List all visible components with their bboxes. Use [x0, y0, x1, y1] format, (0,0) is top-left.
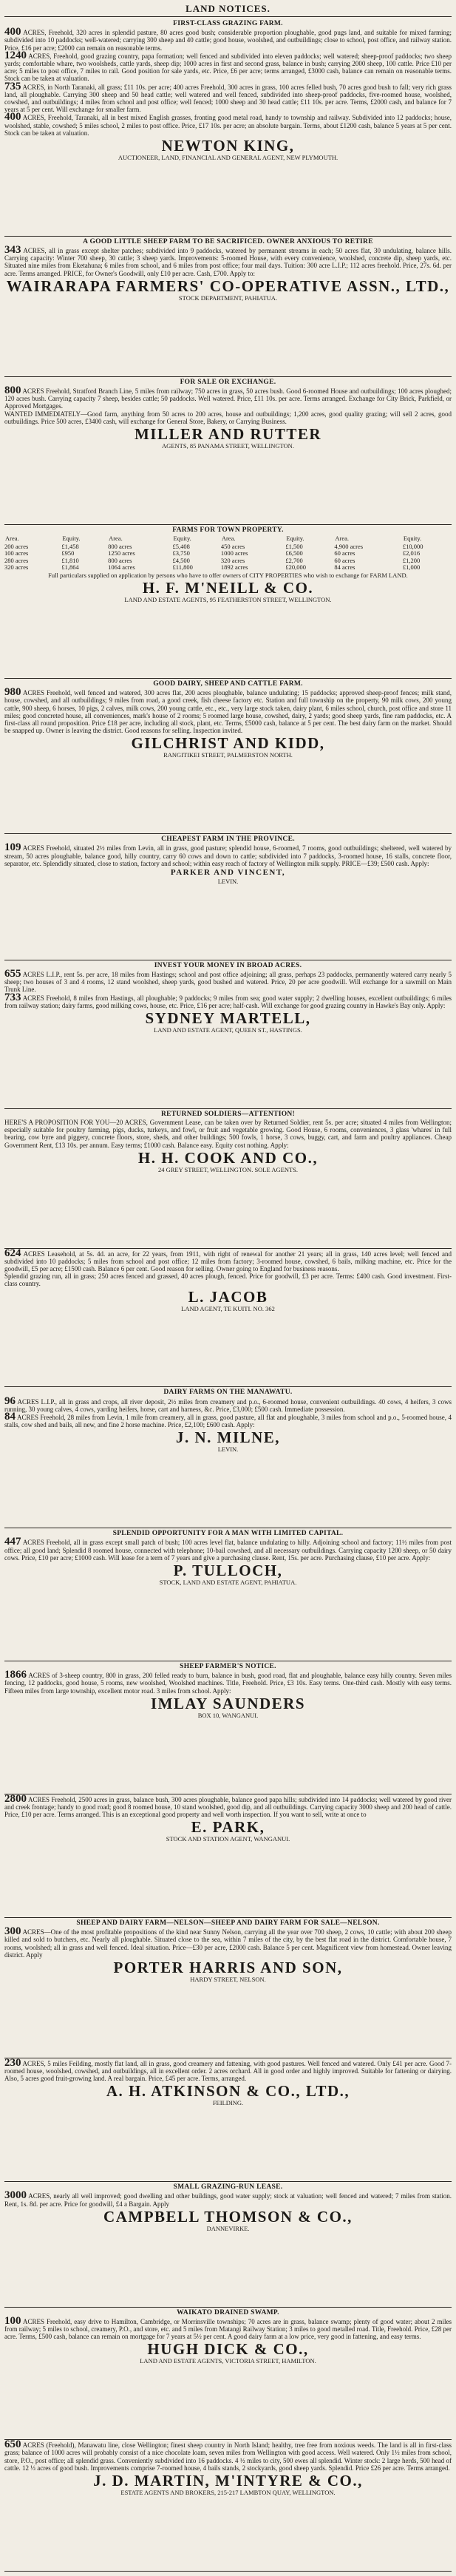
- table-cell: 1892 acres: [220, 563, 248, 572]
- table-cell: 1000 acres: [220, 549, 248, 557]
- page-title: LAND NOTICES.: [186, 3, 270, 14]
- acreage: 109: [4, 841, 21, 854]
- agent-address: AGENTS, 85 PANAMA STREET, WELLINGTON.: [162, 441, 294, 450]
- table-cell: 100 acres: [4, 549, 29, 557]
- ad-paragraph: [4, 2056, 452, 2083]
- ad-text: ACRES (Freehold), Manawatu line, close Wellington; finest sheep country in North Island; healthy, tree free from noxious weeds. The land is all in first-class grass; balance of 1000 acres will probably consist of a nice chocolate loam, seven miles from Wellington with good access. Well watered. Only 1½ miles from school, store, P.O., post office; all splendid grass. Conveniently subdivided into 16 paddocks. 4 ½ miles to city, 500 ewes all splendid. Winter stock: 2 large herds, 500 head of cattle. 12 ⅓ acres of good bush. Improvements comprise 7-roomed house, 4 bails stands, 2 stockyards, good sheep yards. Splendid. Price £26 per acre. Terms arranged.: [4, 2441, 452, 2472]
- ad-text: ACRES—One of the most profitable propositions of the kind near Sunny Nelson, carrying all the year over 700 sheep, 2 cows, 10 cattle; with about 200 sheep killed and sold to butchers, etc. Nearly all ploughable. Situated close to the sea, within 7 miles of the city, by the best flat road in the district. Comfortable house, 7 rooms, woolshed; all in grass and well fenced. Ideal situation. Price—£30 per acre, £2000 cash. Balance 5 per cent. Magnificent view from homestead. Owner leaving district. Apply: [4, 1928, 452, 1959]
- ad-paragraph: [4, 967, 452, 994]
- agent-address: LAND AND ESTATE AGENTS, 95 FEATHERSTON STREET, WELLINGTON.: [124, 596, 332, 604]
- land-ad: [4, 1918, 452, 2058]
- table-cell: £1,810: [61, 556, 79, 564]
- agent-address: LAND AND ESTATE AGENT, QUEEN ST., HASTINGS.: [154, 1026, 302, 1034]
- table-cell: £11,800: [172, 563, 193, 572]
- land-ad: [4, 18, 452, 237]
- ad-paragraph: [4, 1247, 452, 1273]
- table-cell: 1250 acres: [108, 549, 135, 557]
- agent-address: BOX 10, WANGANUI.: [197, 1711, 259, 1719]
- table-cell: 320 acres: [220, 556, 245, 564]
- ad-text: ACRES L.I.P., all in grass and crops, all river deposit, 2½ miles from creamery and p.o., 6-roomed house, convenient outbuildings. 40 cows, 4 heifers, 3 cows running, 30 young calves, 4 cows, yarding heifers, horse, cart and harness, &c. Price, £3,000; £500 cash. Immediate possession.: [4, 1397, 452, 1413]
- ad-heading: SHEEP FARMER'S NOTICE.: [180, 1662, 276, 1670]
- agent-address: 24 GREY STREET, WELLINGTON. SOLE AGENTS.: [157, 1165, 299, 1173]
- table-header-row: [4, 535, 452, 543]
- acreage: 1866: [4, 1669, 27, 1681]
- agent-name: NEWTON KING,: [161, 137, 295, 155]
- table-cell: £10,000: [402, 542, 423, 550]
- land-ad: [4, 1387, 452, 1528]
- table-cell: £1,200: [402, 556, 421, 564]
- land-ad: [4, 2182, 452, 2307]
- ad-text: ACRES Freehold, 2500 acres in grass, balance bush, 300 acres ploughable, balance good papa hills; subdivided into 14 paddocks; well watered by good river and creek frontage; handy to good road; good 8 roomed house, 10 stand woolshed, good dip, and all outbuildings. Carrying capacity 3000 sheep and 200 head of cattle. Price, £10 per acre. Terms arranged. This is an exceptional good property and well worth inspection. If you want to sell, write at once to: [4, 1795, 452, 1818]
- acreage: 343: [4, 244, 21, 257]
- ad-paragraph: [4, 2189, 452, 2208]
- table-cell: £2,700: [285, 556, 303, 564]
- table-cell: 1064 acres: [108, 563, 135, 572]
- acreage: 733: [4, 991, 21, 1003]
- agent-address: HARDY STREET, NELSON.: [190, 1975, 266, 1983]
- land-ad: [4, 834, 452, 960]
- properties-table: [4, 535, 452, 572]
- table-row: [4, 564, 452, 572]
- land-ad: [4, 1249, 452, 1388]
- table-cell: 450 acres: [220, 542, 245, 550]
- agent-name: PORTER HARRIS AND SON,: [113, 1958, 343, 1976]
- ad-heading: RETURNED SOLDIERS—ATTENTION!: [160, 1110, 296, 1118]
- table-cell: 84 acres: [334, 563, 355, 572]
- acreage: 1240: [4, 49, 27, 61]
- table-cell: £5,408: [172, 542, 190, 550]
- agent-name: IMLAY SAUNDERS: [150, 1694, 306, 1712]
- ad-paragraph: [4, 1413, 452, 1428]
- agent-address: DANNEVIRKE.: [206, 2224, 250, 2232]
- ad-text: ACRES L.I.P., rent 5s. per acre, 18 miles from Hastings; school and post office adjoining; all grass, perhaps 23 paddocks, permanently watered carry nearly 5 sheep; two houses of 3 and 4 rooms, 12 stand woolshed, sheep yards, good bushed and watered. Price, 20 per acre goodwill. Will exchange for a sawmill on Main Trunk Line.: [4, 970, 452, 994]
- ad-paragraph: [4, 688, 452, 734]
- land-ad: [4, 1661, 452, 1794]
- table-cell: 800 acres: [108, 542, 132, 550]
- ad-heading: FARMS FOR TOWN PROPERTY.: [172, 526, 284, 534]
- table-header: Area.: [221, 534, 236, 542]
- ad-paragraph: [4, 2314, 452, 2341]
- ad-heading: DAIRY FARMS ON THE MANAWATU.: [163, 1389, 293, 1397]
- ad-note: Full particulars supplied on application by persons who have to offer owners of CITY PROPERTIES who wish to exchange for FARM LAND.: [48, 571, 408, 579]
- ad-paragraph: [4, 410, 452, 425]
- acreage: 400: [4, 26, 21, 38]
- ad-paragraph: [4, 1538, 452, 1562]
- ad-text: HERE'S A PROPOSITION FOR YOU—20 ACRES, Government Lease, can be taken over by Returned Soldier, rent 5s. per acre; situated 4 miles from Wellington; especially suitable for poultry farming, pigs, ducks, turkeys, and fowl, or fruit and vegetable growing. Good House, 6 rooms, conveniences, 3 glass 'whares' in full bearing, cow byre and piggery, concrete floors, store, sheds, and other buildings; 500 fowls, 1 horse, 3 cows, buggy, cart, and farm and poultry appliances. Cheap Government Rent, £13 10s. per annum. Easy terms; £1000 cash. Balance easy. Equity cost nothing. Apply:: [4, 1119, 452, 1149]
- ad-text: ACRES Freehold, 28 miles from Levin, 1 mile from creamery, all in grass, good pasture, all flat and ploughable, 3 miles from school and p.o., 5-roomed house, 4 stalls, cow shed and bails, all new, and fine 2 horse machine. Price, £2,100; £600 cash. Apply:: [4, 1414, 452, 1429]
- ad-text: ACRES, all in grass except shelter patches; subdivided into 9 paddocks, watered by permanent streams in each; 50 acres flat, 30 undulating, balance hills. Carrying capacity: Winter 700 sheep, 30 cattle; 3 sheep yards. Improvements: 5-roomed House, with every convenience, woolshed, concrete dip, sheep yards, etc. Situated nine miles from Eketahuna; 6 miles from school, and 6 miles from post office; four mail days. Tuition: 300 acre L.I.P.; 112 acres freehold. Price, 27s. 6d. per acre. Terms arranged. PRICE, for Owner's Goodwill, only £10 per acre. Cash, £700. Apply to:: [4, 247, 452, 277]
- ad-heading: SMALL GRAZING-RUN LEASE.: [173, 2183, 283, 2192]
- ad-text: ACRES, in North Taranaki, all grass; £11 10s. per acre; 400 acres Freehold, 300 acres in grass, 100 acres felled bush, 70 acres good bush to fall; very rich grass land, all ploughable. Carrying 300 sheep and 50 head cattle; well watered and well fenced, subdivided into sheep-proof paddocks, five-roomed house, woolshed, cowshed, and outbuildings; 4 miles from school and post office; well fenced; 1000 sheep and 30 head cattle; £11 10s. per acre. Terms, £2000 cash, and balance for 7 years at 5 per cent. Will exchange for smaller farm.: [4, 83, 452, 114]
- table-cell: 200 acres: [4, 542, 29, 550]
- agent-name: PARKER AND VINCENT,: [170, 867, 286, 877]
- ad-heading: GOOD DAIRY, SHEEP AND CATTLE FARM.: [153, 679, 303, 688]
- agent-name: GILCHRIST AND KIDD,: [131, 734, 325, 753]
- acreage: 624: [4, 1247, 21, 1259]
- agent-address: LEVIN.: [217, 877, 239, 885]
- land-ad: [4, 2058, 452, 2182]
- ad-paragraph: [4, 80, 452, 114]
- ad-paragraph: [4, 2438, 452, 2472]
- land-ad: [4, 1109, 452, 1249]
- ad-heading: FIRST-CLASS GRAZING FARM.: [173, 20, 283, 27]
- table-cell: 320 acres: [4, 563, 29, 572]
- acreage: 400: [4, 111, 21, 123]
- table-cell: 800 acres: [108, 556, 132, 564]
- acreage: 650: [4, 2438, 21, 2451]
- table-cell: £20,000: [285, 563, 306, 572]
- ad-paragraph: [4, 1925, 452, 1959]
- ad-text: ACRES Freehold, well fenced and watered, 300 acres flat, 200 acres ploughable, balance undulating; 15 paddocks; approved sheep-proof fences; milk stand, house, cowshed, and all outbuildings; 9 miles from road, a good creek, fish cheese factory etc. Station and full township on the property, 90 milk cows, 200 young cattle, 900 sheep, 6 horses, 10 pigs, 2 calves, milk cows, 200 young cattle, etc., etc., very large stock taken, dairy plant, 6 miles school, church, post office and store 11 miles; good concreted house, all conveniences, mark's house of 2 rooms; 5 roomed large house, cowshed, dairy, 2 yards; good sheep yards, fine ram paddocks, etc. A first-class all round proposition. Price £18 per acre, including all stock, plant, etc. Terms, £5000 cash, balance at 5 per cent. The best dairy farm on the market. Should be snapped up. Owner is leaving the district. Good reasons for selling. Inspection invited.: [4, 689, 452, 735]
- ad-paragraph: [4, 49, 452, 83]
- ad-heading: SHEEP AND DAIRY FARM—NELSON—SHEEP AND DAIRY FARM FOR SALE—NELSON.: [76, 1919, 380, 1927]
- agent-address: STOCK DEPARTMENT, PAHIATUA.: [178, 294, 278, 302]
- ad-text: WANTED IMMEDIATELY—Good farm, anything from 50 acres to 200 acres, house and outbuildings; 1,200 acres, good quality grazing; will sell 2 acres, good outbuildings. Price 500 acres, £3400 cash, will exchange for General Store, Bakery, or Carrying Business.: [4, 410, 452, 425]
- land-ad: [4, 377, 452, 525]
- ad-heading: CHEAPEST FARM IN THE PROVINCE.: [161, 835, 295, 844]
- table-cell: 60 acres: [334, 556, 355, 564]
- agent-name: WAIRARAPA FARMERS' CO-OPERATIVE ASSN., LTD.,: [6, 277, 450, 295]
- agent-name: J. N. MILNE,: [175, 1428, 281, 1447]
- ad-heading: A GOOD LITTLE SHEEP FARM TO BE SACRIFICED. OWNER ANXIOUS TO RETIRE: [83, 237, 373, 245]
- acreage: 230: [4, 2056, 21, 2069]
- agent-name: CAMPBELL THOMSON & CO.,: [103, 2207, 353, 2226]
- table-cell: £4,500: [172, 556, 190, 564]
- agent-address: LAND AGENT, TE KUITI. NO. 362: [181, 1304, 275, 1312]
- ad-heading: SPLENDID OPPORTUNITY FOR A MAN WITH LIMITED CAPITAL.: [112, 1530, 344, 1538]
- ad-text: ACRES Freehold, easy drive to Hamilton, Cambridge, or Morrinsville townships; 70 acres are in grass, balance swamp; plenty of good water; about 2 miles from railway; 5 miles to school, creamery, P.O., and store, etc. and 5 miles from Matangi Railway Station; 3 miles to good metalled road. Title, Freehold. Price, £28 per acre. Terms, £500 cash, balance can remain on mortgage for 7 years at 5½ per cent. A good dairy farm at a low price, very good in fattening, and easy terms.: [4, 2317, 452, 2341]
- ad-text: ACRES, Freehold, good grazing country, papa formation; well fenced and subdivided into eleven paddocks; well watered; sheep-proof paddocks; two sheep yards; comfortable whare, two woolsheds, cattle yards, sheep dip; 1000 acres in first and second grass, balance in bush; carrying 2000 sheep, 100 cattle. Price £10 per acre; 5 miles to post office, 7 miles to rail. Good position for sale yards, etc. Price, £6 per acre; terms arranged, £3000 cash, balance can remain on reasonable terms. Stock can be taken at valuation.: [4, 52, 452, 83]
- land-notices-page: [4, 0, 452, 2572]
- table-cell: 4,900 acres: [334, 542, 364, 550]
- acreage: 84: [4, 1411, 16, 1423]
- land-ad: [4, 960, 452, 1109]
- ad-paragraph: [4, 1272, 452, 1287]
- ad-paragraph: [4, 384, 452, 410]
- land-ad: [4, 2308, 452, 2441]
- agent-name: H. H. COOK AND CO.,: [137, 1148, 319, 1167]
- land-ad: [4, 679, 452, 834]
- agent-address: STOCK, LAND AND ESTATE AGENT, PAHIATUA.: [159, 1579, 297, 1587]
- ad-text: ACRES Freehold, 8 miles from Hastings, all ploughable; 9 paddocks; 9 miles from sea; good water supply; 2 dwelling houses, excellent outbuildings; 6 miles from railway station; dairy farms, good milking cows, house, etc. Price, £16 per acre; half-cash. Will exchange for good grazing country in Hawke's Bay only. Apply:: [4, 994, 452, 1009]
- land-ad: [4, 525, 452, 679]
- ad-text: ACRES Freehold, situated 2½ miles from Levin, all in grass, good pasture; splendid house, 6-roomed, 7 rooms, good outbuildings; sheltered, well watered by stream, 50 acres ploughable, balance good, hilly country, carry 60 cows and down to cattle; subdivided into 7 paddocks, 3-roomed house, 16 stalls, concrete floor, separator, etc. Splendidly situated, close to station, factory and school; within easy reach of factory of Wellington milk supply. PRICE—£39; £500 cash. Apply:: [4, 844, 452, 867]
- ad-paragraph: [4, 1792, 452, 1819]
- ad-text: ACRES, nearly all well improved; good dwelling and other buildings, good water supply; stock at valuation; well fenced and watered; 7 miles from station. Rent, 1s. 8d. per acre. Price for goodwill, £4 a Bargain. Apply: [4, 2192, 452, 2208]
- acreage: 980: [4, 686, 21, 699]
- table-header: Area.: [109, 534, 123, 542]
- ad-paragraph: [4, 1671, 452, 1695]
- table-header: Equity.: [403, 534, 422, 542]
- table-cell: £950: [61, 549, 75, 557]
- ad-text: ACRES Freehold, Stratford Branch Line, 5 miles from railway; 750 acres in grass, 50 acres bush. Good 6-roomed House and outbuildings; 100 acres ploughed; 120 acres bush. Carrying capacity 7 sheep, besides cattle; 50 paddocks. Well watered. Price, £11 10s. per acre. Terms arranged. Exchange for City Brick, Parkfield, or Approved Mortgages.: [4, 387, 452, 410]
- acreage: 655: [4, 967, 21, 980]
- table-cell: £3,750: [172, 549, 190, 557]
- agent-name: H. F. M'NEILL & CO.: [142, 579, 314, 597]
- agent-address: LEVIN.: [217, 1445, 239, 1454]
- acreage: 96: [4, 1394, 16, 1407]
- agent-address: ESTATE AGENTS AND BROKERS, 215-217 LAMBTON QUAY, WELLINGTON.: [120, 2489, 336, 2497]
- ad-text: ACRES Freehold, all in grass except small patch of bush; 100 acres level flat, balance undulating to hilly. Adjoining school and factory; 11½ miles from post office; all good land; Splendid 8 roomed house, connected with telephone; 10-bail cowshed, and all necessary outbuildings. Carrying capacity 1200 sheep, or 50 dairy cows. Price, £10 per acre; £1000 cash. Will lease for a term of 7 years and give a purchasing clause. Rent, 15s. per acre. Purchasing clause, £10 per acre. Apply:: [4, 1539, 452, 1562]
- ad-paragraph: [4, 841, 452, 867]
- ad-paragraph: [4, 991, 452, 1009]
- table-cell: £1,000: [402, 563, 421, 572]
- agent-name: L. JACOB: [188, 1287, 268, 1306]
- ad-heading: FOR SALE OR EXCHANGE.: [180, 378, 276, 386]
- table-header: Area.: [335, 534, 349, 542]
- table-cell: £1,864: [61, 563, 79, 572]
- table-cell: 280 acres: [4, 556, 29, 564]
- ad-heading: INVEST YOUR MONEY IN BROAD ACRES.: [154, 961, 302, 969]
- ad-text: ACRES Leasehold, at 5s. 4d. an acre, for 22 years, from 1911, with right of renewal for another 21 years; all in grass, 140 acres level; well fenced and subdivided into 10 paddocks; 5 miles from school and post office; 12 miles from factory; 3-roomed house, cowshed, 6 bails, milking machine, etc. Price for the goodwill, £5 per acre; £1500 cash. Balance 6 per cent. Good reason for selling. Owner going to England for business reasons.: [4, 1250, 452, 1273]
- ad-text: ACRES, Freehold, 320 acres in splendid pasture, 80 acres good bush; considerable proportion ploughable, good pugs land, and suitable for mixed farming; subdivided into 10 paddocks; well-watered; carrying 300 sheep and 40 cattle; good house, woolshed, and outbuildings; close to school, post office, and railway station. Price, £16 per acre; £2000 can remain on reasonable terms.: [4, 29, 452, 52]
- ads-column: [4, 18, 452, 2572]
- ad-paragraph: [4, 246, 452, 277]
- table-header: Equity.: [62, 534, 81, 542]
- ad-text: Splendid grazing run, all in grass; 250 acres fenced and grassed, 40 acres plough, fenced. Price for goodwill, £3 per acre. Terms: £400 cash. Good investment. First-class country.: [4, 1272, 452, 1288]
- land-ad: [4, 1794, 452, 1918]
- ad-paragraph: [4, 113, 452, 137]
- agent-name: E. PARK,: [191, 1818, 265, 1837]
- ad-text: ACRES of 3-sheep country, 800 in grass, 200 felled ready to burn, balance in bush, good road, flat and ploughable, balance easy hilly country. Seven miles fencing, 12 paddocks, good house, 5 rooms, new woolshed, Woolshed machines. Title, Freehold. Price, £3 10s. Easy terms. One-third cash. Mostly with easy terms. Fifteen miles from large township, excellent motor road. 3 miles from school. Apply:: [4, 1672, 452, 1695]
- table-header: Equity.: [286, 534, 304, 542]
- table-header: Equity.: [173, 534, 191, 542]
- agent-address: STOCK AND STATION AGENT, WANGANUI.: [166, 1835, 290, 1843]
- acreage: 735: [4, 80, 21, 92]
- agent-name: A. H. ATKINSON & CO., LTD.,: [106, 2082, 350, 2101]
- table-cell: 60 acres: [334, 549, 355, 557]
- table-header: Area.: [5, 534, 19, 542]
- table-cell: £1,458: [61, 542, 79, 550]
- agent-name: MILLER AND RUTTER: [134, 424, 322, 443]
- ad-text: ACRES, Freehold, Taranaki, all in best mixed English grasses, fronting good metal road, handy to township and railway. Subdivided into 12 paddocks; house, woolshed, stable, cowshed; 5 miles school, 2 miles to post office. Price, £17 10s. per acre; an absolute bargain. Terms, about £1200 cash, balance 5 years at 5 per cent. Stock can be taken at valuation.: [4, 114, 452, 137]
- agent-address: LAND AND ESTATE AGENTS, VICTORIA STREET, HAMILTON.: [140, 2357, 316, 2365]
- ad-paragraph: [4, 1394, 452, 1413]
- agent-address: FEILDING.: [212, 2099, 244, 2107]
- title-rule: [4, 16, 452, 17]
- acreage: 100: [4, 2314, 21, 2327]
- acreage: 800: [4, 384, 21, 396]
- acreage: 2800: [4, 1792, 27, 1805]
- land-ad: [4, 237, 452, 377]
- agent-address: RANGITIKEI STREET, PALMERSTON NORTH.: [163, 751, 293, 759]
- acreage: 447: [4, 1536, 21, 1548]
- ad-text: ACRES, 5 miles Feilding, mostly flat land, all in grass, good creamery and fattening, with good pastures. Well fenced and watered. Only £41 per acre. Good 7-roomed house, woolshed, cowshed, and outbuildings, all in excellent order. 2 acres orchard. All in good order and highly improved. Suitable for fattening or dairying. Also, 5 acres good fruit-growing land. A real bargain. Price, £45 per acre. Terms, arranged.: [4, 2059, 452, 2083]
- table-cell: £6,500: [285, 549, 303, 557]
- agent-name: HUGH DICK & CO.,: [147, 2340, 309, 2359]
- table-cell: £1,500: [285, 542, 303, 550]
- agent-address: AUCTIONEER, LAND, FINANCIAL AND GENERAL AGENT, NEW PLYMOUTH.: [118, 154, 338, 162]
- table-cell: £2,016: [402, 549, 421, 557]
- ad-heading: WAIKATO DRAINED SWAMP.: [177, 2308, 279, 2316]
- ad-paragraph: [4, 28, 452, 52]
- land-ad: [4, 1528, 452, 1661]
- land-ad: [4, 2440, 452, 2572]
- ad-paragraph: [4, 1119, 452, 1149]
- agent-name: P. TULLOCH,: [173, 1562, 283, 1580]
- agent-name: SYDNEY MARTELL,: [145, 1009, 311, 1027]
- agent-name: J. D. MARTIN, M'INTYRE & CO.,: [93, 2472, 363, 2490]
- acreage: 3000: [4, 2189, 27, 2202]
- acreage: 300: [4, 1925, 21, 1938]
